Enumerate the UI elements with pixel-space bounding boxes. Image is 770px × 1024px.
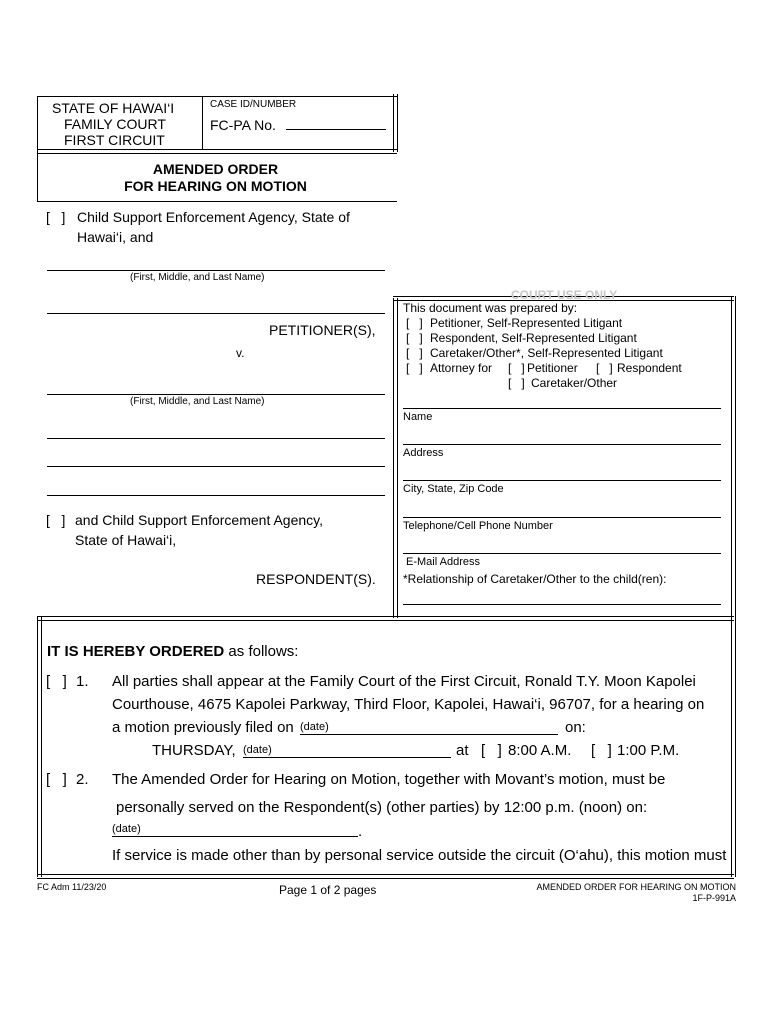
- court-use-label: COURT USE ONLY: [511, 288, 618, 302]
- item1-checkbox[interactable]: [ ]: [46, 673, 67, 690]
- court-line1: STATE OF HAWAI‘I: [52, 100, 175, 116]
- hearing-date-hint: (date): [243, 744, 272, 756]
- phone-line[interactable]: [403, 517, 721, 518]
- respondent-name-line3[interactable]: [47, 466, 385, 467]
- petitioner-csea-line2: Hawai‘i, and: [77, 229, 154, 245]
- opt1-label: Petitioner, Self-Represented Litigant: [430, 316, 623, 330]
- city-label: City, State, Zip Code: [403, 483, 504, 495]
- email-label: E-Mail Address: [406, 556, 480, 568]
- title-line2: FOR HEARING ON MOTION: [124, 178, 307, 194]
- body-left: [37, 616, 42, 877]
- petitioner-csea-line1: Child Support Enforcement Agency, State of: [77, 209, 350, 225]
- name-hint2: (First, Middle, and Last Name): [130, 396, 265, 407]
- opt4-caretaker-checkbox[interactable]: [ ]: [508, 376, 525, 390]
- service-date-hint: (date): [112, 823, 141, 835]
- opt1-checkbox[interactable]: [ ]: [406, 316, 423, 330]
- time2-checkbox[interactable]: [ ]: [591, 742, 612, 759]
- petitioner-label: PETITIONER(S),: [269, 322, 376, 338]
- court-line2: FAMILY COURT: [64, 116, 166, 132]
- header-split: [202, 96, 203, 150]
- at-label: at: [456, 742, 469, 759]
- item1-number: 1.: [76, 673, 89, 690]
- item2-line4: If service is made other than by personal service outside the circuit (O‘ahu), this motion must: [112, 847, 727, 864]
- filed-date-hint: (date): [300, 721, 329, 733]
- opt4-label: Attorney for: [430, 361, 493, 375]
- body-bottom: [37, 874, 734, 879]
- body-right: [731, 616, 736, 877]
- opt4-petitioner-checkbox[interactable]: [ ]: [508, 361, 525, 375]
- case-number-line[interactable]: [286, 129, 386, 130]
- name-line[interactable]: [403, 408, 721, 409]
- opt4-petitioner-label: Petitioner: [527, 361, 578, 375]
- relationship-line[interactable]: [403, 604, 721, 605]
- time1-label: 8:00 A.M.: [508, 742, 572, 759]
- city-line[interactable]: [403, 480, 721, 481]
- name-label: Name: [403, 411, 433, 423]
- item2-number: 2.: [76, 771, 89, 788]
- item1-line2: Courthouse, 4675 Kapolei Parkway, Third Floor, Kapolei, Hawai‘i, 96707, for a hearing on: [112, 696, 705, 713]
- hearing-date-line[interactable]: [243, 757, 451, 758]
- opt4-checkbox[interactable]: [ ]: [406, 361, 423, 375]
- item1-line1: All parties shall appear at the Family Court of the First Circuit, Ronald T.Y. Moon Kapolei: [112, 673, 696, 690]
- item1-line3: a motion previously filed on: [112, 719, 294, 736]
- item2-line1: The Amended Order for Hearing on Motion, together with Movant’s motion, must be: [112, 771, 666, 788]
- petitioner-name-line2[interactable]: [47, 313, 385, 314]
- respondent-csea-line2: State of Hawai‘i,: [75, 532, 177, 548]
- respondent-name-line4[interactable]: [47, 495, 385, 496]
- header-divider: [37, 149, 397, 154]
- relationship-label: *Relationship of Caretaker/Other to the child(ren):: [403, 572, 667, 586]
- court-use-right: [731, 296, 736, 618]
- on-label: on:: [565, 719, 586, 736]
- opt3-checkbox[interactable]: [ ]: [406, 346, 423, 360]
- page-number: Page 1 of 2 pages: [279, 883, 377, 897]
- form-date: FC Adm 11/23/20: [37, 882, 107, 892]
- opt3-label: Caretaker/Other*, Self-Represented Litigant: [430, 346, 663, 360]
- prepared-by: This document was prepared by:: [403, 301, 578, 315]
- phone-label: Telephone/Cell Phone Number: [403, 520, 553, 532]
- caption-bottom: [37, 616, 734, 621]
- case-id-label: CASE ID/NUMBER: [210, 99, 297, 110]
- frame-top: [37, 96, 397, 97]
- opt2-checkbox[interactable]: [ ]: [406, 331, 423, 345]
- respondent-name-line2[interactable]: [47, 438, 385, 439]
- petitioner-csea-checkbox[interactable]: [ ]: [46, 209, 66, 225]
- opt4-respondent-label: Respondent: [617, 361, 682, 375]
- form-title: AMENDED ORDER FOR HEARING ON MOTION: [536, 882, 736, 892]
- respondent-name-line[interactable]: [47, 394, 385, 395]
- title-line1: AMENDED ORDER: [152, 161, 279, 177]
- versus: v.: [236, 346, 245, 360]
- title-bottom: [37, 201, 397, 202]
- time2-label: 1:00 P.M.: [617, 742, 680, 759]
- time1-checkbox[interactable]: [ ]: [481, 742, 502, 759]
- petitioner-name-line[interactable]: [47, 270, 385, 271]
- case-prefix: FC-PA No.: [210, 117, 276, 133]
- court-use-left: [393, 298, 398, 618]
- opt2-label: Respondent, Self-Represented Litigant: [430, 331, 637, 345]
- court-line3: FIRST CIRCUIT: [64, 132, 165, 148]
- hereby-ordered: IT IS HEREBY ORDERED as follows:: [47, 643, 299, 660]
- form-number: 1F-P-991A: [692, 893, 736, 903]
- thursday-label: THURSDAY,: [152, 742, 236, 759]
- service-date-line[interactable]: [112, 836, 358, 837]
- respondent-csea-checkbox[interactable]: [ ]: [46, 512, 66, 528]
- item2-checkbox[interactable]: [ ]: [46, 771, 67, 788]
- name-hint: (First, Middle, and Last Name): [130, 272, 265, 283]
- frame-right-top: [393, 94, 398, 152]
- item2-line2: personally served on the Respondent(s) (other parties) by 12:00 p.m. (noon) on:: [116, 799, 648, 816]
- address-label: Address: [403, 447, 444, 459]
- filed-date-line[interactable]: [300, 734, 558, 735]
- respondent-csea-line1: and Child Support Enforcement Agency,: [75, 512, 324, 528]
- email-line[interactable]: [403, 553, 721, 554]
- service-period: .: [358, 823, 363, 840]
- address-line[interactable]: [403, 444, 721, 445]
- opt4-respondent-checkbox[interactable]: [ ]: [596, 361, 613, 375]
- respondent-label: RESPONDENT(S).: [256, 571, 376, 587]
- opt4-caretaker-label: Caretaker/Other: [531, 376, 618, 390]
